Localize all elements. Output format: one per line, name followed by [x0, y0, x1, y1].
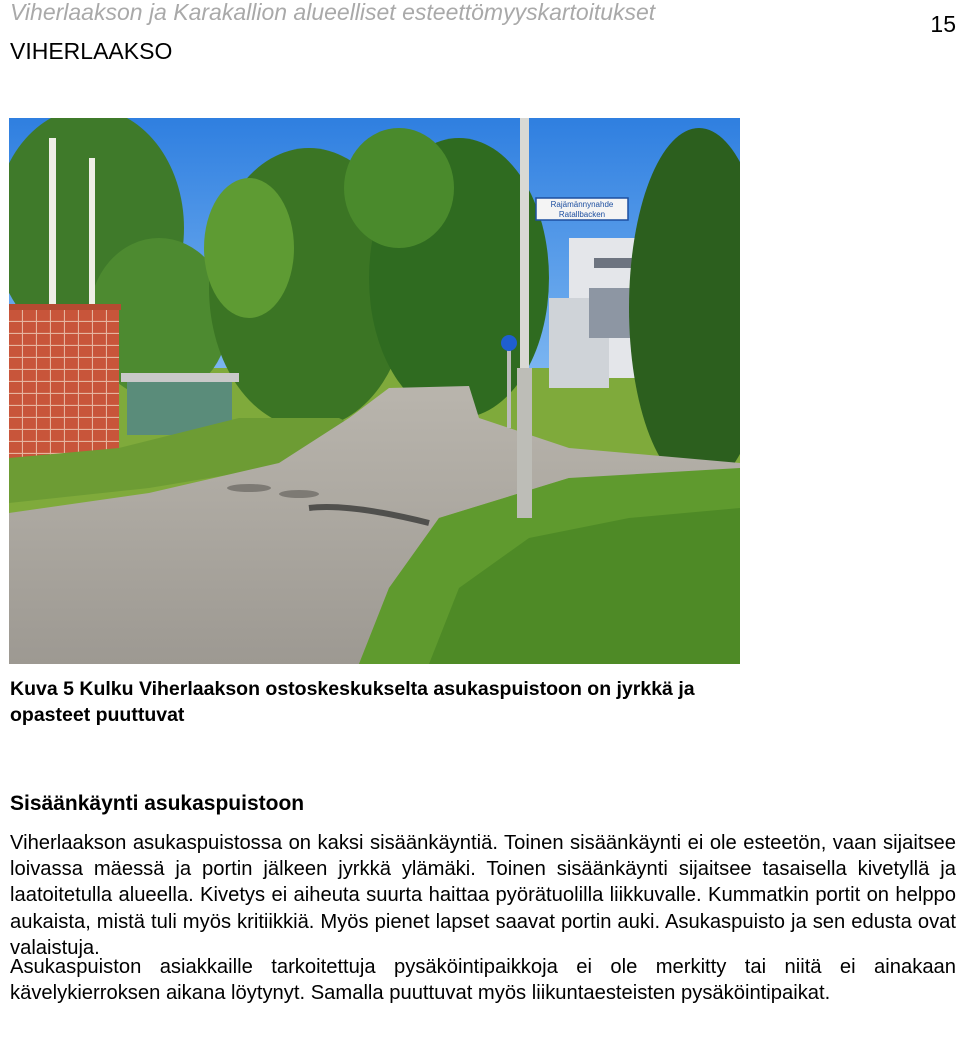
sign-text-fi: Rajämännynahde	[550, 200, 614, 209]
section-heading: Sisäänkäynti asukaspuistoon	[10, 792, 305, 815]
page-number: 15	[930, 11, 956, 37]
tiled-wall	[9, 308, 119, 458]
street-photo	[9, 118, 740, 664]
section-title: VIHERLAAKSO	[10, 38, 173, 64]
middle-trees	[204, 128, 549, 428]
running-header: Viherlaakson ja Karakallion alueelliset esteettömyyskartoitukset	[10, 0, 656, 25]
figure-caption: Kuva 5 Kulku Viherlaakson ostoskeskukselta asukaspuistoon on jyrkkä ja opasteet puuttuvat	[10, 678, 695, 726]
sign-text-sv: Ratallbacken	[558, 210, 606, 219]
body-paragraph-2: Asukaspuiston asiakkaille tarkoitettuja pysäköintipaikkoja ei ole merkitty tai niitä ei ainakaan kävelykierroksen aikana löytynyt. Samalla puuttuvat myös liikuntaesteisten pysäköintipaikat.	[10, 956, 956, 1005]
body-paragraph-1: Viherlaakson asukaspuistossa on kaksi sisäänkäyntiä. Toinen sisäänkäynti ei ole esteetön, vaan sijaitsee loivassa mäessä ja portin jälkeen jyrkkä ylämäki. Toinen sisäänkäynti sijaitsee tasaisella kivetyllä ja laatoitetulla alueella. Kivetys ei aiheuta suurta haittaa pyörätuolilla liikkuvalle. Kummatkin portit on helppo aukaista, mistä tuli myös kritiikkiä. Myös pienet lapset saavat portin auki. Asukaspuisto ja sen edusta ovat valaistuja.	[10, 832, 956, 959]
street-sign	[536, 198, 628, 220]
